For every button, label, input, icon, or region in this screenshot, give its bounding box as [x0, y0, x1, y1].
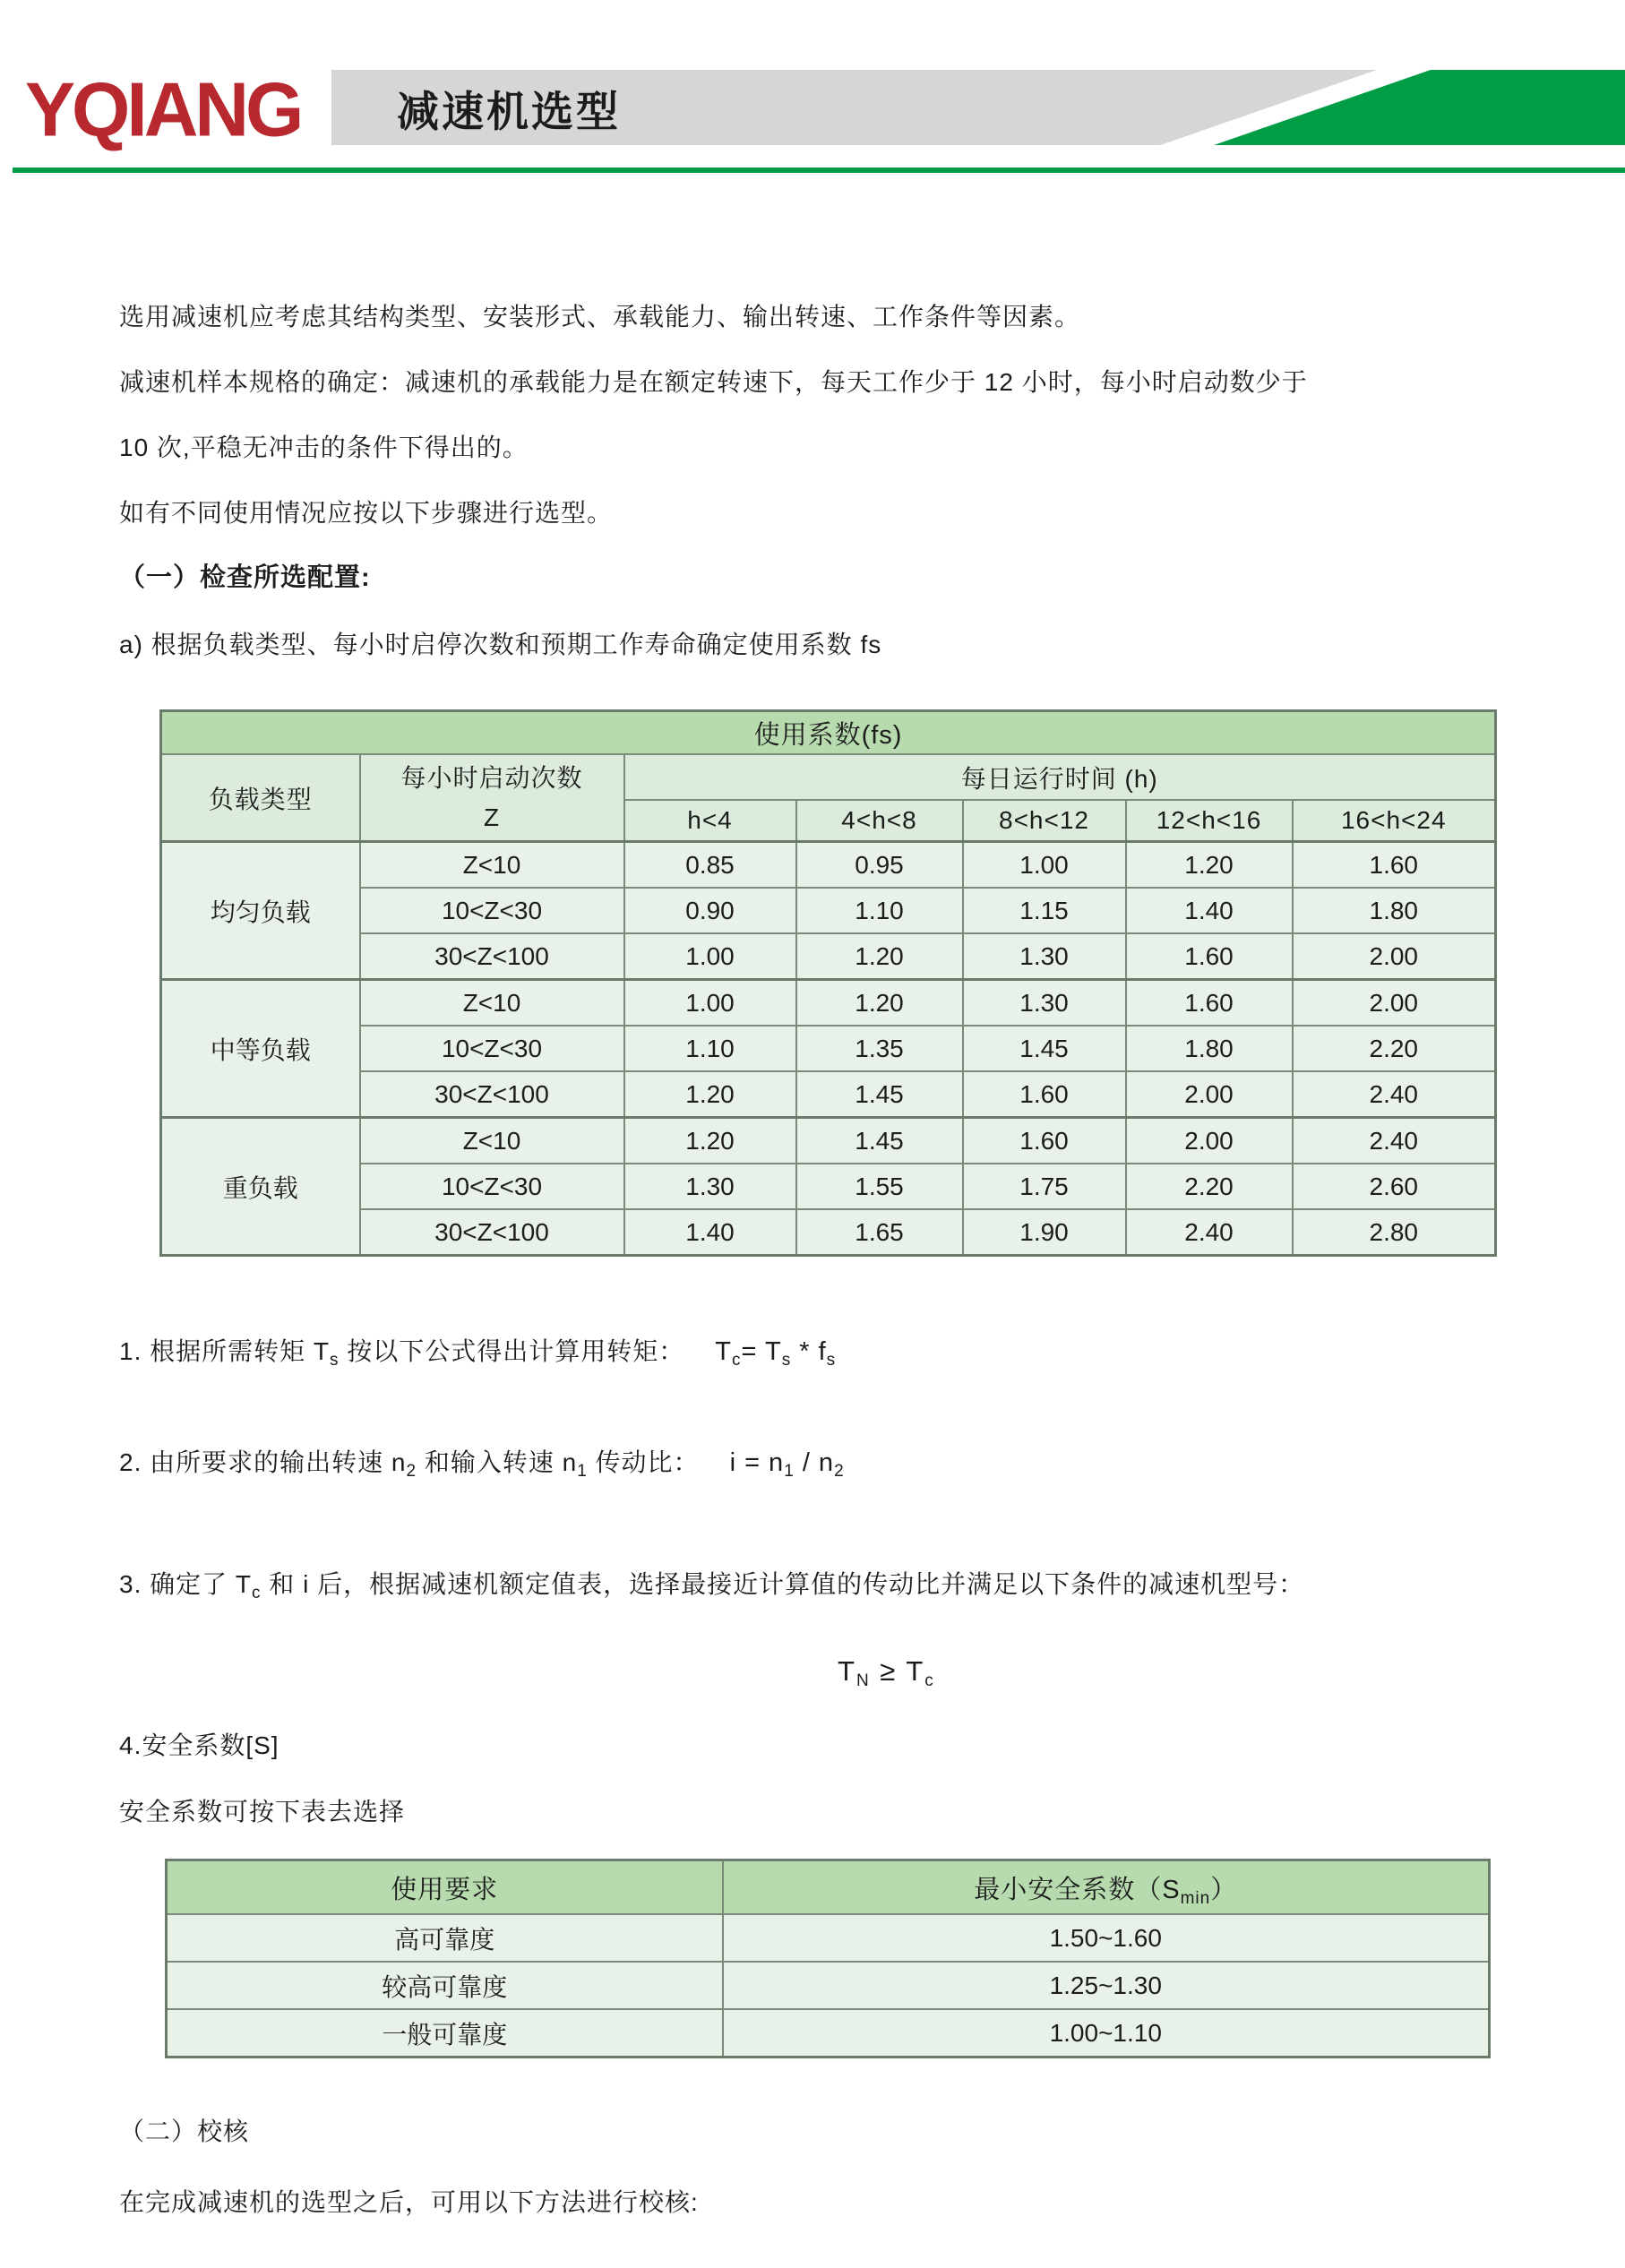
fs-value-cell: 1.20 — [796, 980, 963, 1027]
hour-range-header: 8<h<12 — [963, 800, 1126, 842]
table-title-row — [161, 711, 1496, 755]
fs-value-cell: 1.00 — [624, 980, 796, 1027]
z-range-cell: 10<Z<30 — [360, 1164, 624, 1209]
col-header-daily-hours: 每日运行时间 (h) — [624, 754, 1496, 800]
table-row — [161, 1209, 1496, 1256]
requirement-cell: 较高可靠度 — [167, 1962, 723, 2009]
step-2 — [119, 1443, 845, 1479]
z-range-cell: Z<10 — [360, 980, 624, 1027]
fs-value-cell: 2.00 — [1293, 980, 1496, 1027]
table-row — [161, 980, 1496, 1027]
z-range-cell: 10<Z<30 — [360, 1026, 624, 1071]
z-range-cell: 30<Z<100 — [360, 1071, 624, 1118]
intro-paragraph-4: 如有不同使用情况应按以下步骤进行选型。 — [119, 499, 614, 527]
fs-value-cell: 2.40 — [1293, 1118, 1496, 1164]
formula-text: / n — [794, 1448, 835, 1477]
subscript: s — [781, 1351, 792, 1370]
fs-value-cell: 2.60 — [1293, 1164, 1496, 1209]
load-type-cell: 中等负载 — [161, 980, 360, 1118]
fs-value-cell: 1.30 — [963, 933, 1126, 980]
section-2-note: 在完成减速机的选型之后，可用以下方法进行校核: — [119, 2188, 699, 2216]
section-1-item-a: a) 根据负载类型、每小时启停次数和预期工作寿命确定使用系数 fs — [119, 631, 882, 658]
page-title: 减速机选型 — [397, 88, 621, 135]
safety-factor-cell: 1.50~1.60 — [723, 1914, 1490, 1962]
subscript: s — [826, 1351, 837, 1370]
usage-factor-table — [159, 709, 1497, 1257]
fs-value-cell: 1.65 — [796, 1209, 963, 1256]
fs-value-cell: 1.10 — [624, 1026, 796, 1071]
hour-range-header: 4<h<8 — [796, 800, 963, 842]
usage-factor-table-title: 使用系数(fs) — [161, 711, 1496, 755]
fs-value-cell: 1.20 — [1126, 842, 1293, 889]
subscript: c — [924, 1671, 935, 1690]
step-3-text: 3. 确定了 T — [119, 1570, 253, 1598]
fs-value-cell: 1.75 — [963, 1164, 1126, 1209]
load-type-cell: 均匀负载 — [161, 842, 360, 980]
table-row — [167, 1914, 1490, 1962]
fs-value-cell: 1.55 — [796, 1164, 963, 1209]
fs-value-cell: 1.40 — [624, 1209, 796, 1256]
section-4-heading: 4.安全系数[S] — [119, 1731, 279, 1759]
fs-value-cell: 1.60 — [963, 1118, 1126, 1164]
intro-paragraph-1: 选用减速机应考虑其结构类型、安装形式、承载能力、输出转速、工作条件等因素。 — [119, 303, 1081, 331]
step-3 — [119, 1565, 1304, 1601]
hour-range-header: h<4 — [624, 800, 796, 842]
fs-value-cell: 1.15 — [963, 888, 1126, 933]
section-1-heading: （一）检查所选配置: — [119, 563, 371, 592]
fs-value-cell: 1.80 — [1126, 1026, 1293, 1071]
formula-text: T — [715, 1337, 733, 1366]
formula-text: = T — [741, 1337, 782, 1366]
fs-value-cell: 1.90 — [963, 1209, 1126, 1256]
fs-value-cell: 0.85 — [624, 842, 796, 889]
table-row — [167, 2009, 1490, 2058]
formula-text: T — [838, 1655, 856, 1687]
subscript: c — [252, 1584, 262, 1602]
fs-value-cell: 1.20 — [624, 1071, 796, 1118]
fs-value-cell: 0.95 — [796, 842, 963, 889]
fs-value-cell: 1.20 — [624, 1118, 796, 1164]
fs-value-cell: 2.20 — [1293, 1026, 1496, 1071]
subscript: c — [732, 1351, 742, 1370]
fs-value-cell: 2.00 — [1293, 933, 1496, 980]
fs-value-cell: 1.40 — [1126, 888, 1293, 933]
z-range-cell: 30<Z<100 — [360, 933, 624, 980]
fs-value-cell: 1.60 — [1293, 842, 1496, 889]
fs-value-cell: 1.10 — [796, 888, 963, 933]
z-range-cell: Z<10 — [360, 1118, 624, 1164]
subscript: min — [1180, 1888, 1211, 1908]
requirement-cell: 高可靠度 — [167, 1914, 723, 1962]
intro-paragraph-3: 10 次,平稳无冲击的条件下得出的。 — [119, 434, 529, 461]
z-range-cell: Z<10 — [360, 842, 624, 889]
header-text: ） — [1210, 1875, 1238, 1904]
col-header-min-safety-factor — [723, 1860, 1490, 1915]
hour-range-header: 12<h<16 — [1126, 800, 1293, 842]
step-1 — [119, 1332, 836, 1368]
safety-factor-cell: 1.00~1.10 — [723, 2009, 1490, 2058]
fs-value-cell: 2.00 — [1126, 1118, 1293, 1164]
starts-per-hour-symbol: Z — [483, 803, 501, 831]
fs-value-cell: 1.20 — [796, 933, 963, 980]
table-header-row — [161, 754, 1496, 800]
col-header-requirement: 使用要求 — [167, 1860, 723, 1915]
col-header-load-type: 负载类型 — [161, 754, 360, 842]
fs-value-cell: 1.00 — [963, 842, 1126, 889]
fs-value-cell: 2.80 — [1293, 1209, 1496, 1256]
step-1-text: 1. 根据所需转矩 T — [119, 1337, 331, 1365]
z-range-cell: 10<Z<30 — [360, 888, 624, 933]
fs-value-cell: 1.60 — [963, 1071, 1126, 1118]
subscript: N — [855, 1671, 871, 1690]
fs-value-cell: 1.60 — [1126, 980, 1293, 1027]
fs-value-cell: 1.60 — [1126, 933, 1293, 980]
brand-logo: YQIANG — [25, 66, 301, 152]
fs-value-cell: 1.80 — [1293, 888, 1496, 933]
step-2-text: 传动比： — [587, 1448, 700, 1476]
subscript: s — [330, 1351, 340, 1370]
step-1-text: 按以下公式得出计算用转矩： — [339, 1337, 685, 1365]
tn-condition-formula — [838, 1655, 935, 1688]
step-2-text: 2. 由所要求的输出转速 n — [119, 1448, 407, 1476]
fs-value-cell: 0.90 — [624, 888, 796, 933]
safety-factor-table — [165, 1859, 1491, 2058]
fs-value-cell: 2.40 — [1293, 1071, 1496, 1118]
section-4-note: 安全系数可按下表去选择 — [119, 1798, 406, 1826]
fs-value-cell: 1.00 — [624, 933, 796, 980]
table-row — [161, 842, 1496, 889]
formula-text: * f — [791, 1337, 827, 1366]
torque-formula — [715, 1337, 837, 1370]
safety-factor-cell: 1.25~1.30 — [723, 1962, 1490, 2009]
subscript: 2 — [406, 1462, 417, 1481]
table-row — [161, 888, 1496, 933]
step-3-text: 和 i 后，根据减速机额定值表，选择最接近计算值的传动比并满足以下条件的减速机型号： — [261, 1570, 1305, 1598]
fs-value-cell: 2.40 — [1126, 1209, 1293, 1256]
table-row — [161, 1071, 1496, 1118]
fs-value-cell: 1.45 — [796, 1118, 963, 1164]
subscript: 2 — [834, 1462, 845, 1481]
formula-text: ≥ T — [870, 1655, 925, 1687]
fs-value-cell: 1.45 — [796, 1071, 963, 1118]
header-text: 最小安全系数（S — [974, 1875, 1181, 1904]
table-row — [161, 1026, 1496, 1071]
fs-value-cell: 1.35 — [796, 1026, 963, 1071]
col-header-starts-per-hour — [360, 754, 624, 842]
subscript: 1 — [784, 1462, 795, 1481]
fs-value-cell: 1.45 — [963, 1026, 1126, 1071]
header-divider-line — [13, 168, 1625, 173]
fs-value-cell: 2.00 — [1126, 1071, 1293, 1118]
z-range-cell: 30<Z<100 — [360, 1209, 624, 1256]
section-2-heading: （二）校核 — [119, 2118, 250, 2145]
ratio-formula — [729, 1448, 845, 1481]
step-2-text: 和输入转速 n — [417, 1448, 578, 1476]
starts-per-hour-label: 每小时启动次数 — [400, 764, 583, 793]
table-row — [161, 1164, 1496, 1209]
fs-value-cell: 2.20 — [1126, 1164, 1293, 1209]
load-type-cell: 重负载 — [161, 1118, 360, 1256]
table-row — [161, 1118, 1496, 1164]
subscript: 1 — [577, 1462, 588, 1481]
fs-value-cell: 1.30 — [963, 980, 1126, 1027]
table-row — [167, 1962, 1490, 2009]
hour-range-header: 16<h<24 — [1293, 800, 1496, 842]
table-row — [161, 933, 1496, 980]
fs-value-cell: 1.30 — [624, 1164, 796, 1209]
intro-paragraph-2: 减速机样本规格的确定：减速机的承载能力是在额定转速下，每天工作少于 12 小时，每小时启动数少于 — [119, 368, 1308, 396]
requirement-cell: 一般可靠度 — [167, 2009, 723, 2058]
table-header-row — [167, 1860, 1490, 1915]
formula-text: i = n — [729, 1448, 785, 1477]
